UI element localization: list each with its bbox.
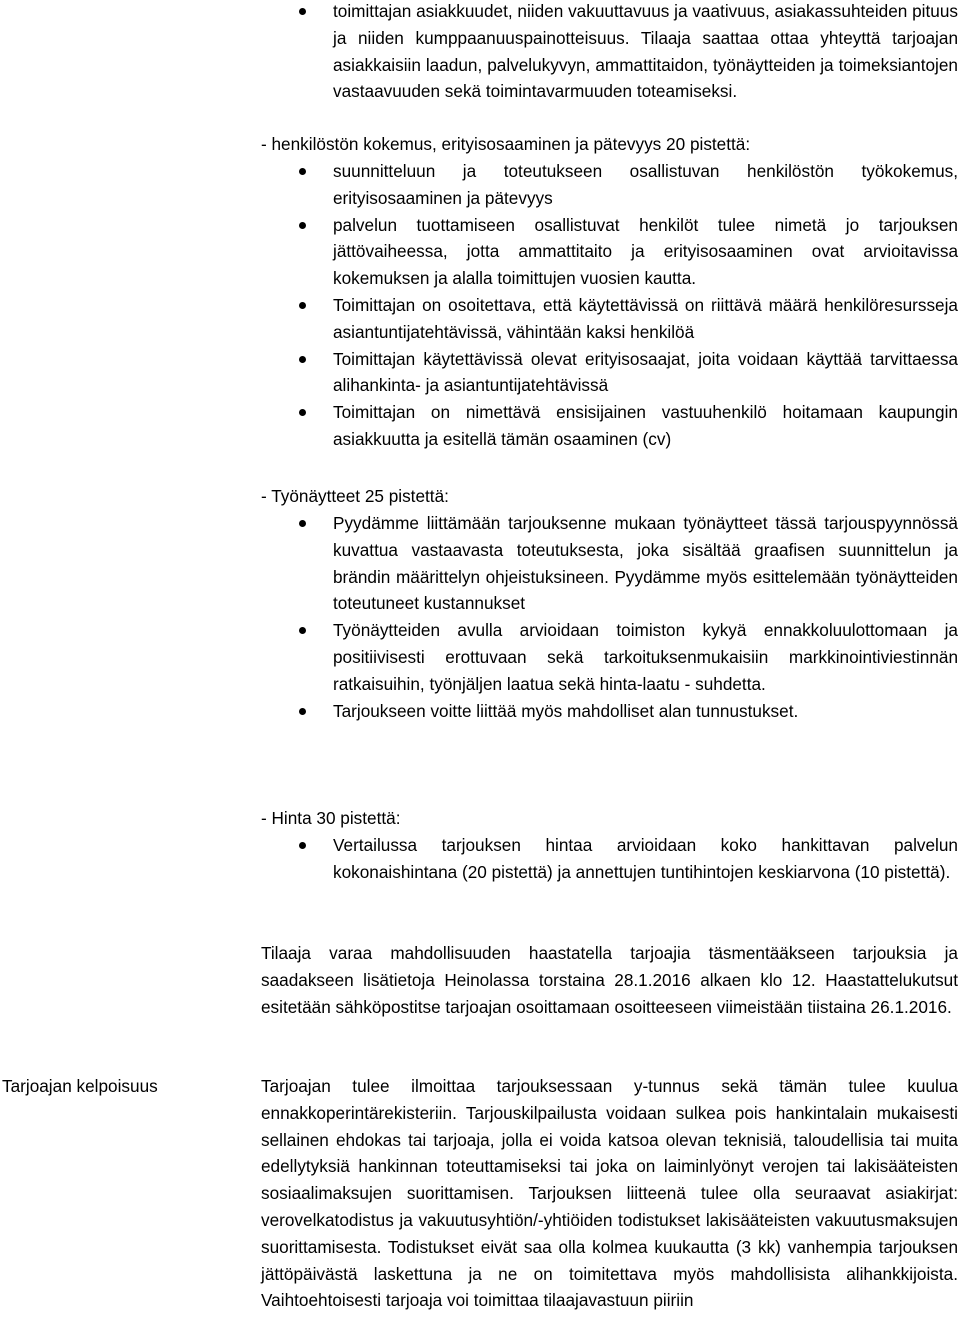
- list-item-text: suunnitteluun ja toteutukseen osallistuvan henkilöstön työkokemus, erityisosaaminen ja pätevyys: [333, 161, 958, 208]
- list-item: [261, 510, 958, 617]
- list-item-text: palvelun tuottamiseen osallistuvat henkilöt tulee nimetä jo tarjouksen jättövaiheessa, jotta ammattitaito ja erityisosaaminen ovat arvioitavissa kokemuksen ja alalla toimittujen vuosien kautta.: [333, 214, 958, 289]
- list-item-text: Työnäytteiden avulla arvioidaan toimiston kykyä ennakkoluulottomaan ja positiivisesti erottuvaan sekä tarkoituksenmukaisiin markkinointiviestinnän ratkaisuihin, työnjäljen laatua sekä hinta-laatu - suhdetta.: [333, 620, 958, 694]
- price-criteria-heading: - Hinta 30 pistettä:: [261, 808, 401, 828]
- interview-paragraph: Tilaaja varaa mahdollisuuden haastatella tarjoajia täsmentääkseen tarjouksia ja saadakseen lisätietoja Heinolassa torstaina 28.1.2016 alkaen klo 12. Haastattelukutsut esitetään sähköpostitse tarjoajan osoittamaan osoitteeseen viimeistään tiistaina 26.1.2016.: [261, 943, 958, 1017]
- list-item-text: Tarjoukseen voitte liittää myös mahdolliset alan tunnustukset.: [333, 700, 799, 721]
- price-criteria-list: [261, 832, 958, 886]
- list-item-text: Toimittajan on osoitettava, että käytettävissä on riittävä määrä henkilöresursseja asiantuntijatehtävissä, vähintään kaksi henkilöä: [333, 294, 958, 342]
- list-item: [261, 158, 958, 212]
- list-item: [261, 698, 958, 725]
- list-item: [261, 399, 958, 453]
- list-item-text: Pyydämme liittämään tarjouksenne mukaan työnäytteet tässä tarjouspyynnössä kuvattua vastaavasta toteutuksesta, joka sisältää graafisen suunnittelun ja brändin määrittelyn ohjeistuksineen. Pyydämme myös esittelemään työnäytteiden toteutuneet kustannukset: [333, 513, 958, 614]
- list-item-text: Vertailussa tarjouksen hintaa arvioidaan koko hankittavan palvelun kokonaishintana (20 pistettä) ja annettujen tuntihintojen keskiarvona (10 pistettä).: [333, 835, 958, 882]
- bullet-icon: [299, 842, 306, 849]
- bullet-icon: [299, 627, 306, 634]
- list-item-text: toimittajan asiakkuudet, niiden vakuuttavuus ja vaativuus, asiakassuhteiden pituus ja niiden kumppaanuuspainotteisuus. Tilaaja saattaa ottaa yhteyttä tarjoajan asiakkaisiin laadun, palvelukyvyn, ammattitaidon, työnäytteiden ja toimeksiantojen vastaavuuden sekä toimintavarmuuden toteamiseksi.: [333, 1, 958, 102]
- bullet-icon: [299, 168, 306, 175]
- bullet-icon: [299, 302, 306, 309]
- eligibility-text: Tarjoajan tulee ilmoittaa tarjouksessaan y-tunnus sekä tämän tulee kuulua ennakkoperintärekisteriin. Tarjouskilpailusta voidaan sulkea pois hankintalain mukaisesti sellainen ehdokas tai tarjoaja, jolla ei voida katsoa olevan teknisiä, taloudellisia tai muita edellytyksiä hankinnan toteuttamiseksi tai joka on laiminlyönyt verojen tai lakisääteisten sosiaalimaksujen suorittamisen. Tarjouksen liitteenä tulee olla seuraavat asiakirjat: verovelkatodistus ja vakuutusyhtiön/-yhtiöiden todistukset lakisääteisten vakuutusmaksujen suorittamisesta. Todistukset eivät saa olla kolmea kuukautta (3 kk) vanhempia tarjouksen jättöpäivästä laskettuna ja ne on toimitettava myös mahdollisista alihankkijoista. Vaihtoehtoisesti tarjoaja voi toimittaa tilaajavastuun piiriin: [261, 1076, 958, 1311]
- staff-criteria-list: [261, 158, 958, 453]
- staff-criteria-heading: - henkilöstön kokemus, erityisosaaminen ja pätevyys 20 pistettä:: [261, 134, 751, 154]
- list-item: [261, 346, 958, 400]
- list-item: [261, 617, 958, 697]
- bullet-icon: [299, 222, 306, 229]
- bullet-icon: [299, 520, 306, 527]
- bullet-icon: [299, 8, 306, 15]
- bullet-icon: [299, 708, 306, 715]
- list-item-text: Toimittajan on nimettävä ensisijainen vastuuhenkilö hoitamaan kaupungin asiakkuutta ja esitellä tämän osaaminen (cv): [333, 402, 958, 449]
- criteria-continuation-list: [261, 0, 958, 105]
- bullet-icon: [299, 356, 306, 363]
- samples-criteria-heading: - Työnäytteet 25 pistettä:: [261, 486, 449, 506]
- list-item-text: Toimittajan käytettävissä olevat erityisosaajat, joita voidaan käyttää tarvittaessa alihankinta- ja asiantuntijatehtävissä: [333, 348, 958, 396]
- list-item: [261, 0, 958, 105]
- list-item: [261, 292, 958, 346]
- eligibility-label: Tarjoajan kelpoisuus: [2, 1076, 158, 1096]
- bullet-icon: [299, 409, 306, 416]
- samples-criteria-list: [261, 510, 958, 724]
- list-item: [261, 832, 958, 886]
- list-item: [261, 212, 958, 292]
